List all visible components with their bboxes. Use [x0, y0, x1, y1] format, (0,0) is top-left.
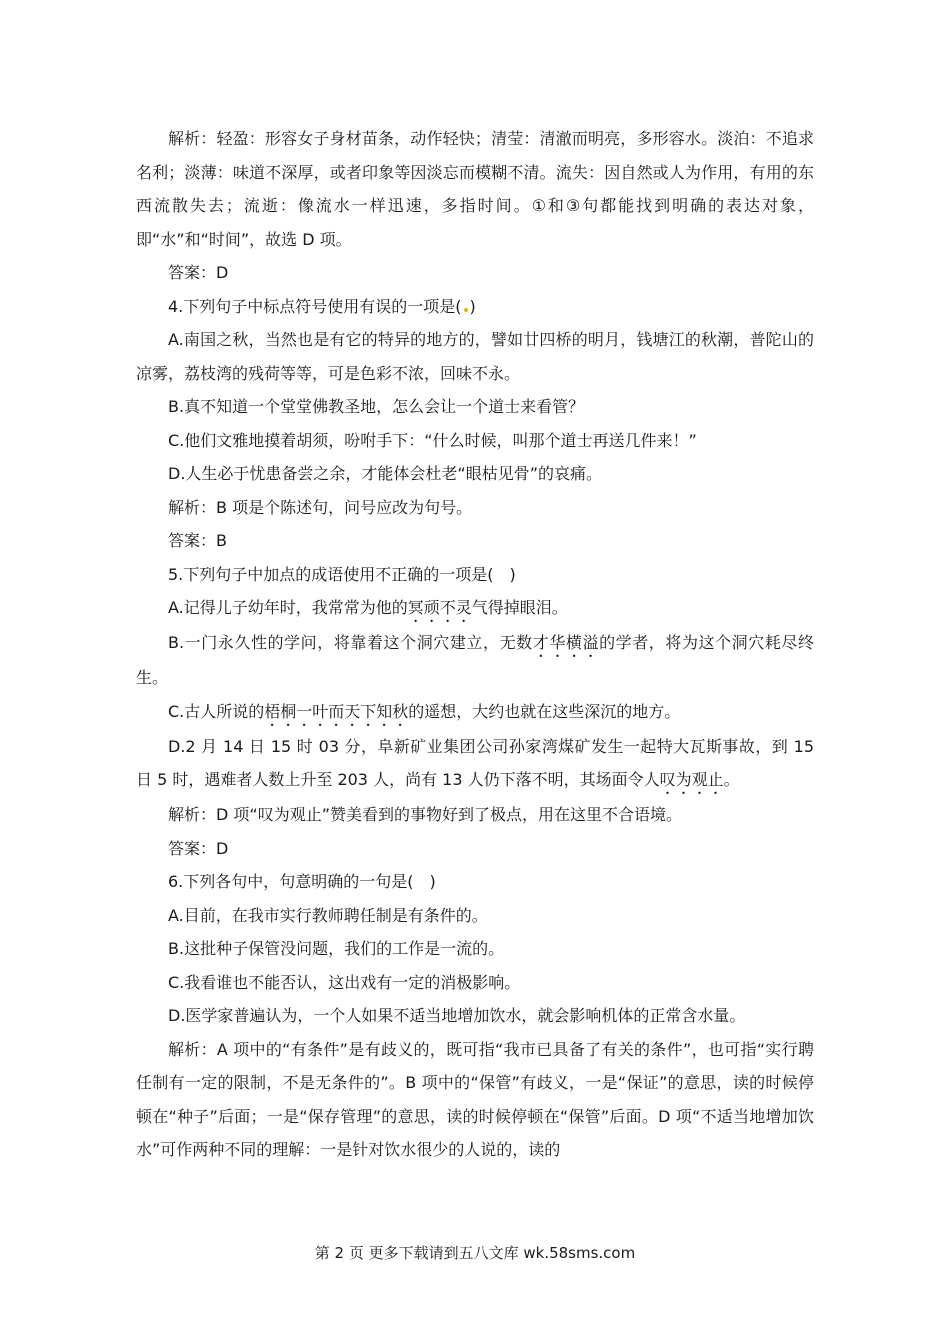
answer-5: 答案：D: [168, 838, 229, 858]
option-4a: A.南国之秋，当然也是有它的特异的地方的，譬如廿四桥的明月，钱塘江的秋潮，普陀山的凉雾，荔枝湾的残荷等等，可是色彩不浓，回味不永。: [136, 330, 814, 383]
option-5a-text-end: 气得掉眼泪。: [471, 598, 568, 617]
analysis-paragraph: 解析：轻盈：形容女子身材苗条，动作轻快；清莹：清澈而明亮，多形容水。淡泊：不追求名利；淡薄：味道不深厚，或者印象等因淡忘而模糊不清。流失：因自然或人为作用，有用的东西流散失去；流逝：像流水一样迅速，多指时间。①和③句都能找到明确的表达对象，即“水”和“时间”，故选 D 项。: [136, 129, 814, 249]
highlight-dot-icon: [464, 308, 468, 312]
option-6a: A.目前，在我市实行教师聘任制是有条件的。: [168, 905, 488, 925]
option-5a-text: A.记得儿子幼年时，我常常为他的: [168, 598, 408, 617]
option-5c: [136, 695, 814, 730]
analysis-4: 解析：B 项是个陈述句，问号应改为句号。: [168, 497, 473, 517]
option-5d-text-end: 。: [723, 770, 740, 789]
option-4d: D.人生必于忧患备尝之余，才能体会杜老“眼枯见骨”的哀痛。: [168, 464, 602, 483]
dotted-idiom: 梧桐一叶而天下知秋: [264, 701, 409, 721]
analysis-6: 解析：A 项中的“有条件”是有歧义的，既可指“我市已具备了有关的条件”，也可指“实行聘任制有一定的限制，不是无条件的”。B 项中的“保管”有歧义，一是“保证”的意思，读的时候停顿在“种子”后面；一是“保存管理”的意思，读的时候停顿在“保管”后面。D 项“不适当地增加饮水”可作两种不同的理解：一是针对饮水很少的人说的，读的: [136, 1039, 814, 1159]
question-4: [136, 290, 814, 324]
option-6c: C.我看谁也不能否认，这出戏有一定的消极影响。: [168, 972, 521, 992]
question-6: 6.下列各句中，句意明确的一句是( ): [168, 872, 436, 891]
option-4c: C.他们文雅地摸着胡须，吩咐手下：“什么时候，叫那个道士再送几件来！”: [168, 430, 697, 450]
option-5d: [136, 730, 814, 799]
option-5c-text-end: 的遥想，大约也就在这些深沉的地方。: [408, 701, 681, 721]
option-6d: D.医学家普遍认为，一个人如果不适当地增加饮水，就会影响机体的正常含水量。: [168, 1006, 746, 1025]
option-5b: [136, 626, 814, 695]
answer-line: 答案：D: [168, 263, 229, 282]
analysis-5: 解析：D 项“叹为观止”赞美看到的事物好到了极点，用在这里不合语境。: [168, 805, 682, 824]
page-body: [136, 122, 814, 1167]
page-footer: 第 2 页 更多下载请到五八文库 wk.58sms.com: [314, 1244, 636, 1262]
question-5: 5.下列句子中加点的成语使用不正确的一项是( ): [168, 564, 516, 584]
option-5a: [136, 591, 814, 626]
option-5c-text: C.古人所说的: [168, 701, 265, 721]
option-4b: B.真不知道一个堂堂佛教圣地，怎么会让一个道士来看管？: [168, 397, 585, 416]
answer-4: 答案：B: [168, 531, 227, 550]
dotted-idiom: 才华横溢: [532, 633, 600, 652]
question-4-bracket: ): [469, 296, 476, 316]
dotted-idiom: 叹为观止: [659, 770, 724, 789]
option-5b-text-end: 的学者，将为这个洞穴耗尽终生。: [136, 633, 814, 687]
option-6b: B.这批种子保管没问题，我们的工作是一流的。: [168, 939, 505, 958]
option-5d-text: D.2 月 14 日 15 时 03 分，阜新矿业集团公司孙家湾煤矿发生一起特大瓦斯事故，到 15 日 5 时，遇难者人数上升至 203 人，尚有 13 人仍下落不明，其场面令人: [136, 736, 814, 789]
option-5b-text: B.一门永久性的学问，将靠着这个洞穴建立，无数: [168, 633, 533, 652]
question-4-text: 4.下列句子中标点符号使用有误的一项是(: [168, 296, 462, 316]
dotted-idiom: 冥顽不灵: [407, 598, 472, 617]
